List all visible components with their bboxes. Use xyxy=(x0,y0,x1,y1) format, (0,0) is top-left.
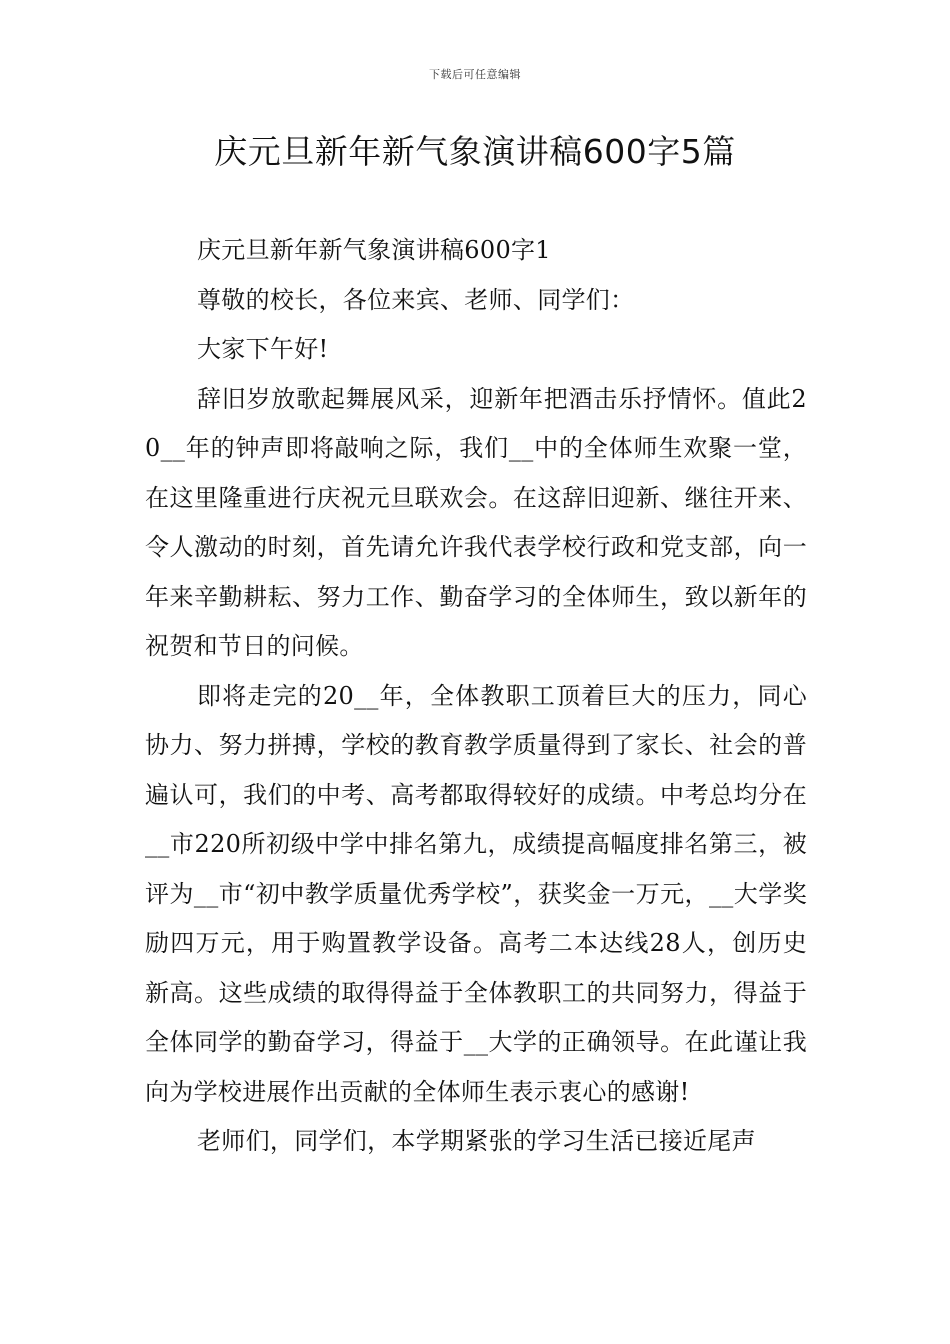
document-body xyxy=(145,226,807,1167)
paragraph-body: 老师们，同学们，本学期紧张的学习生活已接近尾声 xyxy=(197,1127,756,1155)
paragraph-salutation: 尊敬的校长，各位来宾、老师、同学们： xyxy=(197,285,635,314)
paragraph-greeting: 大家下午好! xyxy=(197,335,329,363)
paragraph-body: 即将走完的20__年，全体教职工顶着巨大的压力，同心协力、努力拼搏，学校的教育教学质量得到了家长、社会的普遍认可，我们的中考、高考都取得较好的成绩。中考总均分在__市220所初级中学中排名第九，成绩提高幅度排名第三，被评为__市“初中教学质量优秀学校”，获奖金一万元，__大学奖励四万元，用于购置教学设备。高考二本达线28人，创历史新高。这些成绩的取得得益于全体教职工的共同努力，得益于全体同学的勤奋学习，得益于__大学的正确领导。在此谨让我向为学校进展作出贡献的全体师生表示衷心的感谢! xyxy=(145,681,807,1106)
document-title: 庆元旦新年新气象演讲稿600字5篇 xyxy=(214,132,736,171)
paragraph-body: 辞旧岁放歌起舞展风采，迎新年把酒击乐抒情怀。值此20__年的钟声即将敲响之际，我们__中的全体师生欢聚一堂，在这里隆重进行庆祝元旦联欢会。在这辞旧迎新、继往开来、令人激动的时刻，首先请允许我代表学校行政和党支部，向一年来辛勤耕耘、努力工作、勤奋学习的全体师生，致以新年的祝贺和节日的问候。 xyxy=(145,384,807,660)
header-note: 下载后可任意编辑 xyxy=(429,68,521,81)
paragraph-subtitle: 庆元旦新年新气象演讲稿600字1 xyxy=(197,236,551,264)
